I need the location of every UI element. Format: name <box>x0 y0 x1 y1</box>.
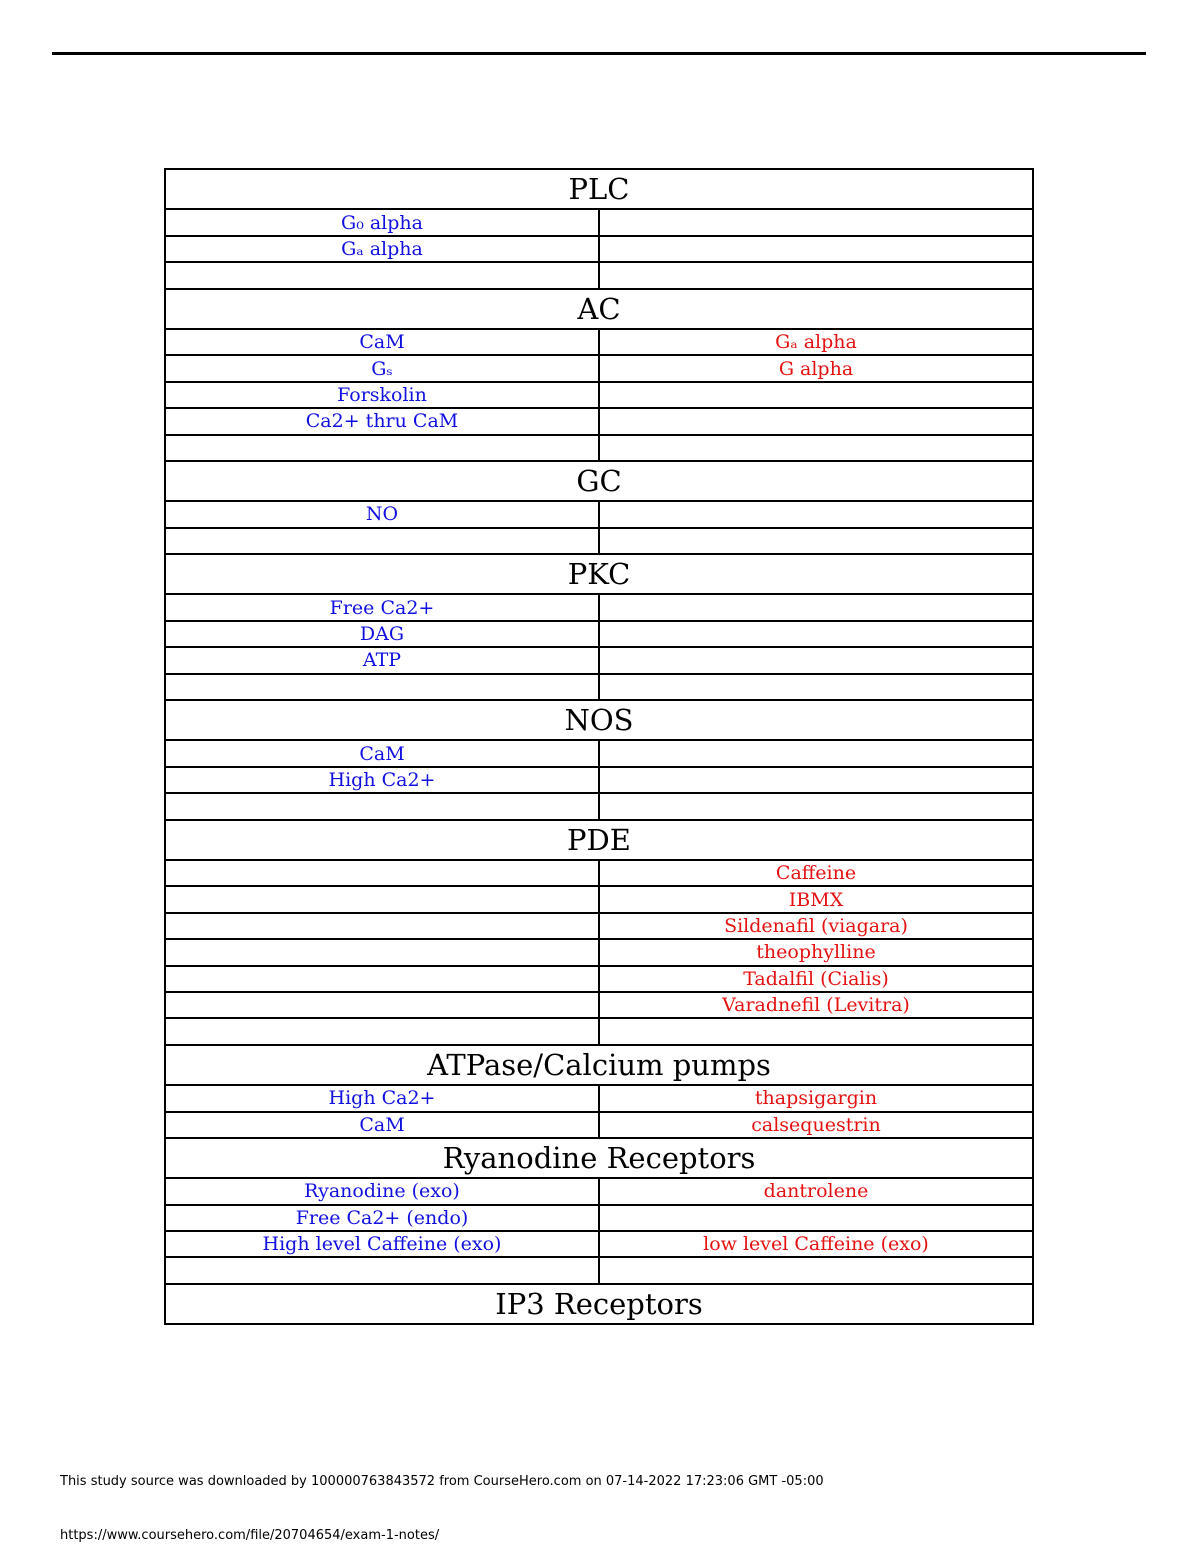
inhibitor-cell <box>599 382 1033 408</box>
table-row <box>165 435 1033 461</box>
inhibitor-cell <box>599 621 1033 647</box>
section-title: PLC <box>165 169 1033 209</box>
table-row <box>165 767 1033 793</box>
inhibitor-cell <box>599 408 1033 434</box>
activator-cell <box>165 435 599 461</box>
table-row <box>165 1178 1033 1204</box>
inhibitor-cell: thapsigargin <box>599 1085 1033 1111</box>
table-row <box>165 886 1033 912</box>
inhibitor-cell: G alpha <box>599 355 1033 381</box>
activator-cell <box>165 913 599 939</box>
section-header-row <box>165 1138 1033 1178</box>
table-row <box>165 1112 1033 1138</box>
inhibitor-cell: Gₐ alpha <box>599 329 1033 355</box>
activator-cell: Forskolin <box>165 382 599 408</box>
section-title: NOS <box>165 700 1033 740</box>
activator-cell <box>165 886 599 912</box>
inhibitor-cell <box>599 1205 1033 1231</box>
activator-cell <box>165 674 599 700</box>
inhibitor-cell: Sildenafil (viagara) <box>599 913 1033 939</box>
table-row <box>165 966 1033 992</box>
table-row <box>165 262 1033 288</box>
inhibitor-cell: IBMX <box>599 886 1033 912</box>
activator-cell: G₀ alpha <box>165 209 599 235</box>
activator-cell <box>165 1018 599 1044</box>
table-row <box>165 939 1033 965</box>
regulators-table <box>164 168 1034 1325</box>
table-row <box>165 992 1033 1018</box>
table-row <box>165 1205 1033 1231</box>
table-row <box>165 501 1033 527</box>
table-row <box>165 408 1033 434</box>
section-header-row <box>165 461 1033 501</box>
section-title: Ryanodine Receptors <box>165 1138 1033 1178</box>
table-row <box>165 528 1033 554</box>
table-row <box>165 621 1033 647</box>
footer-source-note: This study source was downloaded by 100000763843572 from CourseHero.com on 07-14-2022 17:23:06 GMT -05:00 <box>60 1474 824 1489</box>
activator-cell: High Ca2+ <box>165 1085 599 1111</box>
inhibitor-cell <box>599 528 1033 554</box>
inhibitor-cell <box>599 594 1033 620</box>
table-row <box>165 674 1033 700</box>
section-header-row <box>165 554 1033 594</box>
table-row <box>165 209 1033 235</box>
inhibitor-cell <box>599 1257 1033 1283</box>
activator-cell: Ryanodine (exo) <box>165 1178 599 1204</box>
activator-cell: Free Ca2+ <box>165 594 599 620</box>
activator-cell <box>165 1257 599 1283</box>
inhibitor-cell <box>599 1018 1033 1044</box>
activator-cell: CaM <box>165 1112 599 1138</box>
activator-cell: CaM <box>165 740 599 766</box>
inhibitor-cell: theophylline <box>599 939 1033 965</box>
section-title: GC <box>165 461 1033 501</box>
inhibitor-cell <box>599 793 1033 819</box>
activator-cell: High Ca2+ <box>165 767 599 793</box>
table-row <box>165 355 1033 381</box>
inhibitor-cell <box>599 647 1033 673</box>
section-title: PKC <box>165 554 1033 594</box>
activator-cell <box>165 966 599 992</box>
table-row <box>165 913 1033 939</box>
top-rule <box>52 52 1146 55</box>
section-header-row <box>165 700 1033 740</box>
inhibitor-cell: low level Caffeine (exo) <box>599 1231 1033 1257</box>
activator-cell: CaM <box>165 329 599 355</box>
activator-cell <box>165 793 599 819</box>
inhibitor-cell <box>599 740 1033 766</box>
activator-cell: Gₐ alpha <box>165 236 599 262</box>
inhibitor-cell: Varadnefil (Levitra) <box>599 992 1033 1018</box>
section-title: IP3 Receptors <box>165 1284 1033 1324</box>
activator-cell: Ca2+ thru CaM <box>165 408 599 434</box>
activator-cell: Gₛ <box>165 355 599 381</box>
inhibitor-cell: Caffeine <box>599 860 1033 886</box>
inhibitor-cell <box>599 501 1033 527</box>
activator-cell: Free Ca2+ (endo) <box>165 1205 599 1231</box>
table-row <box>165 236 1033 262</box>
section-header-row <box>165 1284 1033 1324</box>
section-title: AC <box>165 289 1033 329</box>
table-row <box>165 1085 1033 1111</box>
table-row <box>165 860 1033 886</box>
table-body <box>165 169 1033 1324</box>
activator-cell <box>165 860 599 886</box>
activator-cell: High level Caffeine (exo) <box>165 1231 599 1257</box>
activator-cell <box>165 939 599 965</box>
table-row <box>165 1018 1033 1044</box>
section-header-row <box>165 169 1033 209</box>
table-row <box>165 793 1033 819</box>
inhibitor-cell <box>599 674 1033 700</box>
activator-cell <box>165 528 599 554</box>
table-row <box>165 1257 1033 1283</box>
section-header-row <box>165 1045 1033 1085</box>
footer-url: https://www.coursehero.com/file/20704654/exam-1-notes/ <box>60 1528 440 1543</box>
table-row <box>165 329 1033 355</box>
inhibitor-cell <box>599 767 1033 793</box>
activator-cell <box>165 262 599 288</box>
table-row <box>165 594 1033 620</box>
table-row <box>165 740 1033 766</box>
section-header-row <box>165 289 1033 329</box>
inhibitor-cell: calsequestrin <box>599 1112 1033 1138</box>
table-row <box>165 382 1033 408</box>
inhibitor-cell <box>599 236 1033 262</box>
inhibitor-cell <box>599 262 1033 288</box>
activator-cell: NO <box>165 501 599 527</box>
inhibitor-cell: Tadalfil (Cialis) <box>599 966 1033 992</box>
table-row <box>165 647 1033 673</box>
inhibitor-cell <box>599 435 1033 461</box>
section-title: PDE <box>165 820 1033 860</box>
section-title: ATPase/Calcium pumps <box>165 1045 1033 1085</box>
inhibitor-cell <box>599 209 1033 235</box>
activator-cell <box>165 992 599 1018</box>
activator-cell: ATP <box>165 647 599 673</box>
section-header-row <box>165 820 1033 860</box>
inhibitor-cell: dantrolene <box>599 1178 1033 1204</box>
table-row <box>165 1231 1033 1257</box>
activator-cell: DAG <box>165 621 599 647</box>
